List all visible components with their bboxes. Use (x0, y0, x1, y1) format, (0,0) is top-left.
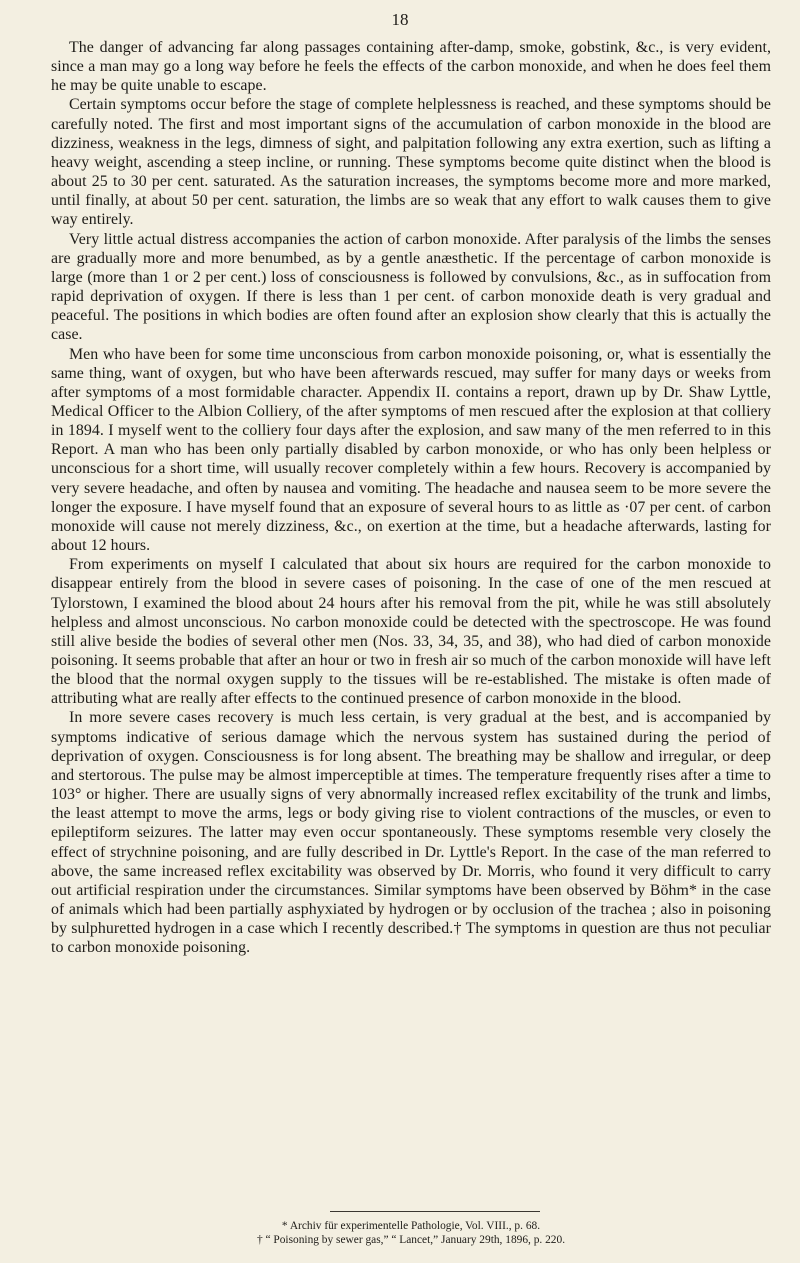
footnote: * Archiv für experimentelle Pathologie, Vol. VIII., p. 68. (281, 1220, 541, 1232)
footnote: † “ Poisoning by sewer gas,” “ Lancet,” January 29th, 1896, p. 220. (256, 1234, 566, 1246)
body-text (51, 38, 771, 958)
paragraph: The danger of advancing far along passages containing after-damp, smoke, gobstink, &c., is very evident, since a man may go a long way before he feels the effects of the carbon monoxide, and when he does feel them he may be quite unable to escape. (51, 39, 771, 95)
paragraph: Certain symptoms occur before the stage of complete helplessness is reached, and these symptoms should be carefully noted. The first and most important signs of the accumulation of carbon monoxide in the blood are dizziness, weakness in the legs, dimness of sight, and palpitation following any extra exertion, such as lifting a heavy weight, ascending a steep incline, or running. These symptoms become quite distinct when the blood is about 25 to 30 per cent. saturated. As the saturation increases, the symptoms become more and more marked, until finally, at about 50 per cent. saturation, the limbs are so weak that any effort to walk causes them to give way entirely. (51, 96, 771, 229)
paragraph: Very little actual distress accompanies the action of carbon monoxide. After paralysis of the limbs the senses are gradually more and more benumbed, as by a gentle anæsthetic. If the percentage of carbon monoxide is large (more than 1 or 2 per cent.) loss of consciousness is followed by convulsions, &c., as in suffocation from rapid deprivation of oxygen. If there is less than 1 per cent. of carbon monoxide death is very gradual and peaceful. The positions in which bodies are often found after an explosion show clearly that this is actually the case. (51, 230, 771, 344)
footnotes (51, 1219, 771, 1247)
paragraph: From experiments on myself I calculated that about six hours are required for the carbon monoxide to disappear entirely from the blood in severe cases of poisoning. In the case of one of the men rescued at Tylorstown, I examined the blood about 24 hours after his removal from the pit, while he was still absolutely helpless and almost unconscious. No carbon monoxide could be detected with the spectroscope. He was found still alive beside the bodies of several other men (Nos. 33, 34, 35, and 38), who had died of carbon monoxide poisoning. It seems probable that after an hour or two in fresh air so much of the carbon monoxide will have left the blood that the normal oxygen supply to the tissues will be re-established. The mistake is often made of attributing what are really after effects to the continued presence of carbon monoxide in the blood. (51, 556, 771, 708)
page-number: 18 (391, 10, 409, 29)
paragraph: In more severe cases recovery is much less certain, is very gradual at the best, and is accompanied by symptoms indicative of serious damage which the nervous system has sustained during the period of deprivation of oxygen. Consciousness is for long absent. The breathing may be shallow and irregular, or deep and stertorous. The pulse may be almost imperceptible at times. The temperature frequently rises after a time to 103° or higher. There are usually signs of very abnormally increased reflex excitability of the trunk and limbs, the least attempt to move the arms, legs or body giving rise to violent contractions of the muscles, or even to epileptiform seizures. The latter may even occur spontaneously. These symptoms resemble very closely the effect of strychnine poisoning, and are fully described in Dr. Lyttle's Report. In the case of the man referred to above, the same increased reflex excitability was observed by Dr. Morris, who found it very difficult to carry out artificial respiration under the circumstances. Similar symptoms have been observed by Böhm* in the case of animals which had been partially asphyxiated by hydrogen or by occlusion of the trachea ; also in poisoning by sulphuretted hydrogen in a case which I recently described.† The symptoms in question are thus not peculiar to carbon monoxide poisoning. (51, 709, 771, 957)
footnote-divider (330, 1211, 540, 1212)
paragraph: Men who have been for some time unconscious from carbon monoxide poisoning, or, what is essentially the same thing, want of oxygen, but who have been afterwards rescued, may suffer for many days or weeks from after symptoms of a most formidable character. Appendix II. contains a report, drawn up by Dr. Shaw Lyttle, Medical Officer to the Albion Colliery, of the after symptoms of men rescued after the explosion at that colliery in 1894. I myself went to the colliery four days after the explosion, and saw many of the men referred to in this Report. A man who has been only partially disabled by carbon monoxide, or who has only been helpless or unconscious for a short time, will usually recover completely within a few hours. Recovery is accompanied by very severe headache, and often by nausea and vomiting. The headache and nausea seem to be more severe the longer the exposure. I have myself found that an exposure of several hours to as little as ·07 per cent. of carbon monoxide will cause not merely dizziness, &c., on exertion at the time, but a headache afterwards, lasting for about 12 hours. (51, 345, 771, 555)
